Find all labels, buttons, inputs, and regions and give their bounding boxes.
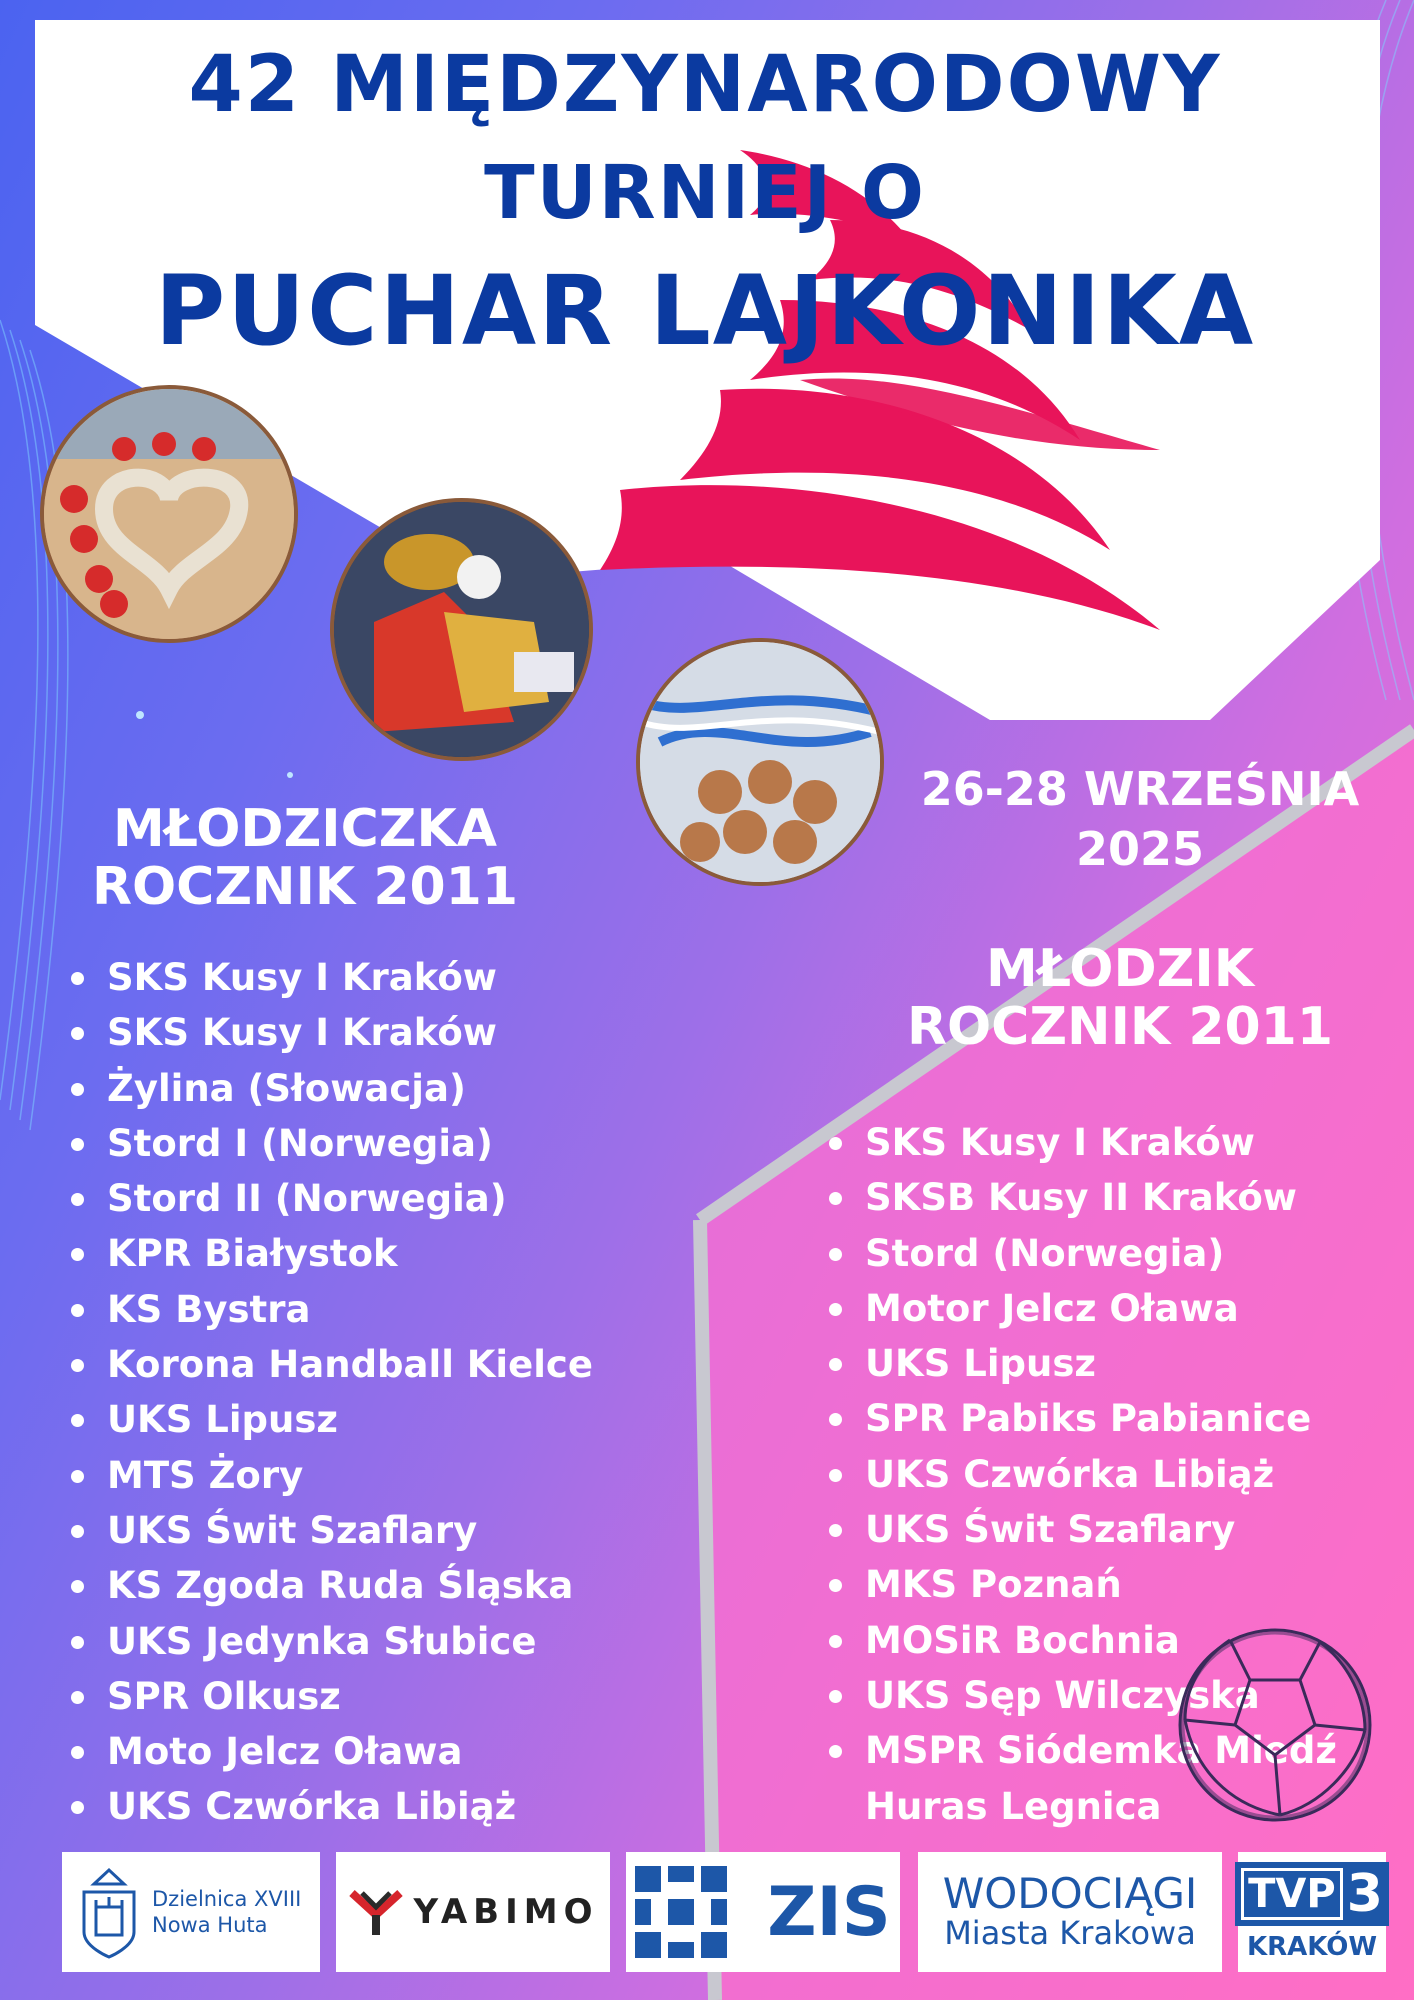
- list-item: UKS Sęp Wilczyska: [823, 1668, 1337, 1723]
- list-item: SKSB Kusy II Kraków: [823, 1170, 1337, 1225]
- list-item: UKS Lipusz: [65, 1392, 593, 1447]
- list-item: SKS Kusy I Kraków: [823, 1115, 1337, 1170]
- left-category-heading: [60, 800, 550, 916]
- yabimo-logo-icon: [348, 1887, 404, 1937]
- wodociagi-line-2: Miasta Krakowa: [944, 1914, 1196, 1953]
- list-item: Stord I (Norwegia): [65, 1116, 593, 1171]
- list-item: Żylina (Słowacja): [65, 1061, 593, 1116]
- photo-team-heart: [40, 385, 298, 643]
- list-item: UKS Lipusz: [823, 1336, 1337, 1391]
- list-item: MTS Żory: [65, 1448, 593, 1503]
- event-date-year: 2025: [1075, 821, 1205, 876]
- list-item: UKS Jedynka Słubice: [65, 1614, 593, 1669]
- left-team-list: [65, 950, 593, 1835]
- left-category-year: ROCZNIK 2011: [91, 857, 519, 918]
- dzielnica-line-1: Dzielnica XVIII: [152, 1886, 302, 1911]
- sponsor-wodociagi-logo: [918, 1852, 1222, 1972]
- list-item: UKS Czwórka Libiąż: [65, 1779, 593, 1834]
- event-date-days: 26-28 WRZEŚNIA: [920, 762, 1360, 816]
- tvp-text: TVP: [1241, 1868, 1343, 1920]
- zis-logo-icon: [635, 1866, 727, 1958]
- event-date: [880, 760, 1400, 880]
- list-item: KS Zgoda Ruda Śląska: [65, 1558, 593, 1613]
- list-item: UKS Czwórka Libiąż: [823, 1447, 1337, 1502]
- zis-text: ZIS: [767, 1872, 891, 1952]
- sponsor-dzielnica-logo: [62, 1852, 320, 1972]
- list-item: Korona Handball Kielce: [65, 1337, 593, 1392]
- photo-lajkonik-figure: [330, 498, 593, 761]
- list-item: MOSiR Bochnia: [823, 1613, 1337, 1668]
- left-category-name: MŁODZICZKA: [112, 799, 498, 859]
- sponsor-zis-logo: [626, 1852, 900, 1972]
- list-item: UKS Świt Szaflary: [823, 1502, 1337, 1557]
- list-item: Huras Legnica: [865, 1784, 1162, 1828]
- photo-medals: [636, 638, 884, 886]
- title-line-1: 42 MIĘDZYNARODOWY: [188, 40, 1222, 130]
- tvp-city: KRAKÓW: [1246, 1932, 1378, 1962]
- title-line-2: TURNIEJ O: [484, 150, 926, 236]
- tvp-number: 3: [1346, 1864, 1383, 1924]
- right-category-heading: [860, 940, 1380, 1056]
- list-item: Motor Jelcz Oława: [823, 1281, 1337, 1336]
- sponsor-yabimo-logo: [336, 1852, 610, 1972]
- list-item: SPR Pabiks Pabianice: [823, 1391, 1337, 1446]
- yabimo-text: YABIMO: [413, 1892, 599, 1932]
- list-item: Moto Jelcz Oława: [65, 1724, 593, 1779]
- list-item: KPR Białystok: [65, 1226, 593, 1281]
- right-category-name: MŁODZIK: [986, 939, 1254, 999]
- list-item: UKS Świt Szaflary: [65, 1503, 593, 1558]
- list-item: SPR Olkusz: [65, 1669, 593, 1724]
- list-item: Stord (Norwegia): [823, 1226, 1337, 1281]
- title-line-3: PUCHAR LAJKONIKA: [154, 255, 1256, 367]
- list-item: SKS Kusy I Kraków: [65, 950, 593, 1005]
- dzielnica-line-2: Nowa Huta: [152, 1913, 268, 1937]
- sponsor-tvp3-logo: [1238, 1852, 1386, 1972]
- right-category-year: ROCZNIK 2011: [906, 997, 1334, 1058]
- list-item: MSPR Siódemka Miedź: [823, 1723, 1337, 1778]
- list-item: MKS Poznań: [823, 1557, 1337, 1612]
- list-item: Stord II (Norwegia): [65, 1171, 593, 1226]
- krakow-crest-icon: [74, 1862, 144, 1962]
- list-item: SKS Kusy I Kraków: [65, 1005, 593, 1060]
- handball-ball-icon: [1170, 1620, 1380, 1830]
- wodociagi-line-1: WODOCIĄGI: [942, 1869, 1198, 1919]
- list-item: KS Bystra: [65, 1282, 593, 1337]
